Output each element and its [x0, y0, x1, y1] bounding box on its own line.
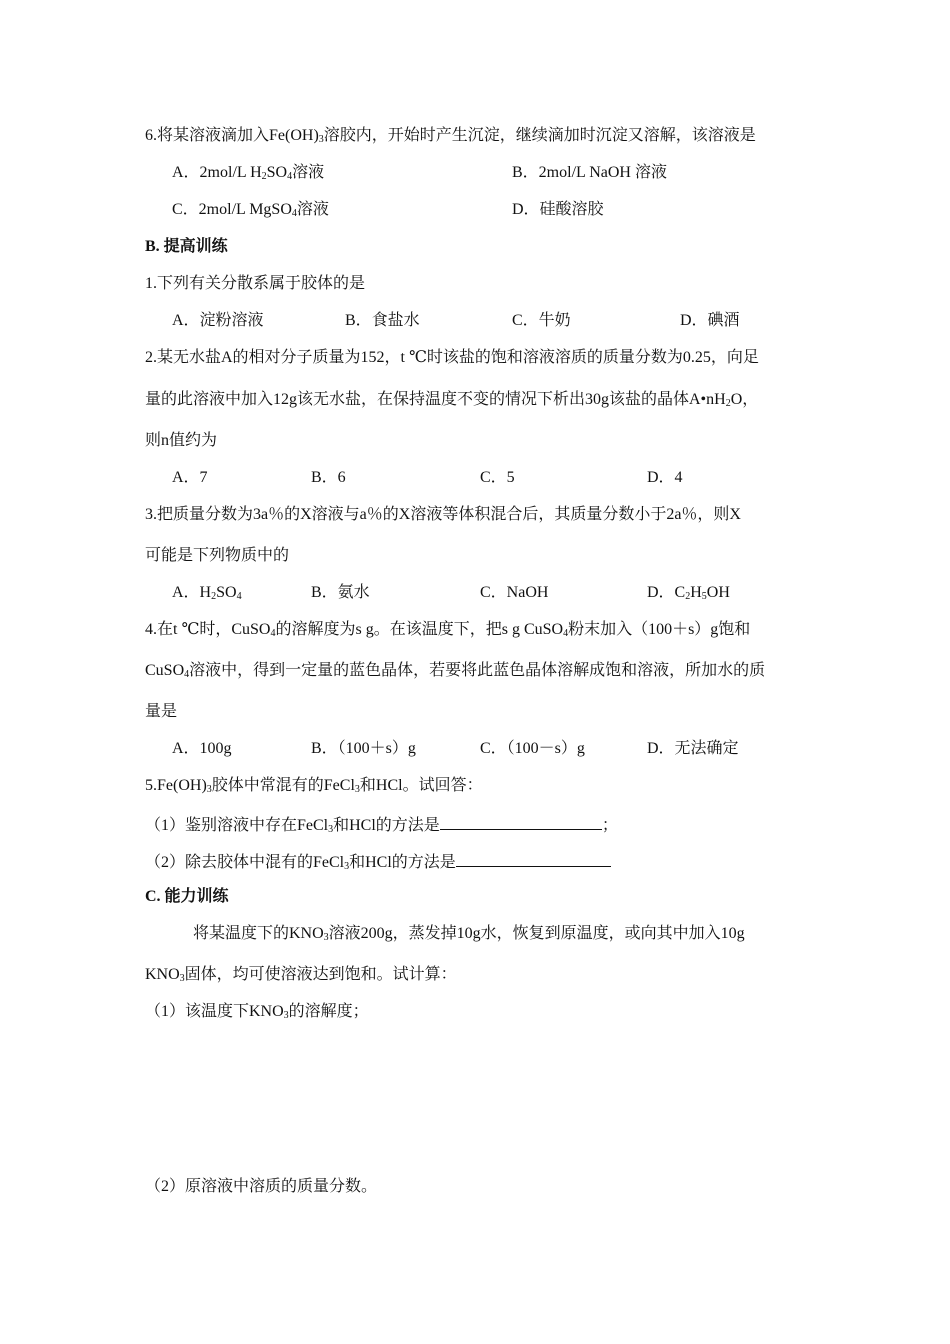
q6-stem: 6.将某溶液滴加入$Fe(OH)_3$溶胶内，开始时产生沉淀，继续滴加时沉淀又溶解，该溶液是 — [145, 127, 756, 145]
section-b-title: B. 提高训练 — [145, 238, 228, 255]
b4-line3: 量是 — [145, 703, 178, 720]
b3-option-b: B．氨水 — [311, 584, 370, 601]
b4-option-d: D．无法确定 — [647, 740, 739, 757]
c1-line2: $KNO_3$固体，均可使溶液达到饱和。试计算： — [145, 966, 457, 984]
b3-option-d: D．$C_2H_5OH$ — [647, 584, 730, 602]
b4-line2: CuSO$_4$溶液中，得到一定量的蓝色晶体，若要将此蓝色晶体溶解成饱和溶液，所加水的质 — [145, 662, 766, 680]
answer-blank-2[interactable] — [456, 850, 611, 867]
b5-question-1: （1）鉴别溶液中存在FeCl$_3$和HCl的方法是 ； — [145, 813, 618, 840]
b3-line1: 3.把质量分数为3a％的X溶液与a％的X溶液等体积混合后，其质量分数小于2a％，则X — [145, 506, 741, 523]
b3-option-c: C．NaOH — [480, 584, 549, 601]
c1-question-2: （2）原溶液中溶质的质量分数。 — [145, 1178, 378, 1195]
b2-line2: 量的此溶液中加入12g该无水盐，在保持温度不变的情况下析出30g该盐的晶体$A•nH_2O$， — [145, 391, 759, 409]
b2-option-d: D．4 — [647, 469, 683, 486]
b2-option-a: A．7 — [172, 469, 208, 486]
q6-option-b: B．2mol/L NaOH 溶液 — [512, 164, 667, 181]
b1-option-c: C．牛奶 — [512, 312, 571, 329]
b5-line1: $5.Fe(OH)_3$胶体中常混有的FeCl$_3$和HCl。试回答： — [145, 777, 483, 795]
b1-option-d: D．碘酒 — [680, 312, 740, 329]
b4-option-c: C．（100－s）g — [480, 740, 585, 757]
answer-blank-1[interactable] — [440, 813, 602, 830]
b4-option-b: B．（100＋s）g — [311, 740, 416, 757]
q6-option-a: A．2mol/L $H_2SO_4$溶液 — [172, 164, 325, 182]
b2-option-b: B．6 — [311, 469, 346, 486]
b4-option-a: A．100g — [172, 740, 232, 757]
section-c-title: C. 能力训练 — [145, 888, 229, 905]
c1-question-1: （1）该温度下$KNO_3$的溶解度； — [145, 1003, 369, 1021]
q6-option-c: C．2mol/L MgSO$_4$溶液 — [172, 201, 329, 219]
b1-option-b: B．食盐水 — [345, 312, 420, 329]
b5-question-2: （2）除去胶体中混有的FeCl$_3$和HCl的方法是 — [145, 850, 611, 877]
b1-option-a: A．淀粉溶液 — [172, 312, 264, 329]
b2-line1: 2.某无水盐A的相对分子质量为152，t ℃时该盐的饱和溶液溶质的质量分数为0.25，向足 — [145, 349, 759, 366]
b2-line3: 则n值约为 — [145, 432, 218, 449]
q6-option-d: D．硅酸溶胶 — [512, 201, 604, 218]
b4-line1: 4.在t ℃时，CuSO$_4$的溶解度为s g。在该温度下，把s g CuSO$_4$粉末加入（100＋s）g饱和 — [145, 621, 751, 639]
b1-stem: 1.下列有关分散系属于胶体的是 — [145, 275, 366, 292]
b3-line2: 可能是下列物质中的 — [145, 547, 290, 564]
b2-option-c: C．5 — [480, 469, 515, 486]
b3-option-a: A．$H_2SO_4$ — [172, 584, 242, 602]
c1-line1: 将某温度下的$KNO_3$溶液200g，蒸发掉10g水，恢复到原温度，或向其中加入10g — [193, 925, 745, 943]
